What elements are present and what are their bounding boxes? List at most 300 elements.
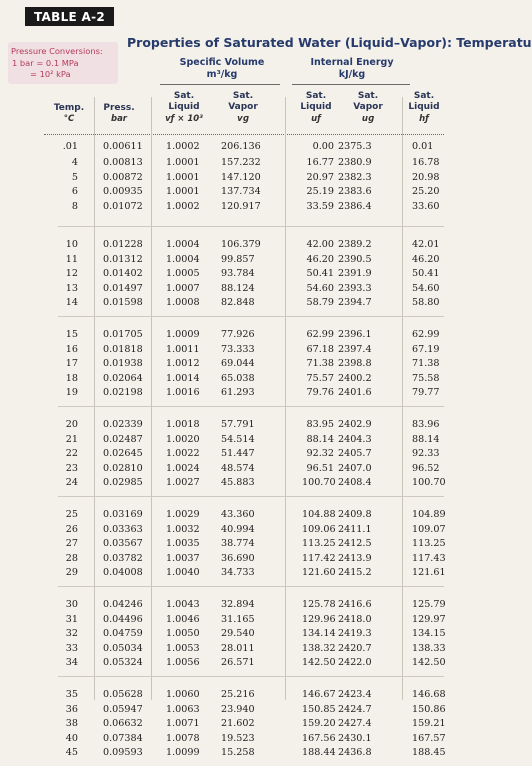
press-cell: 0.00935	[103, 186, 143, 197]
temp-cell: 5	[71, 171, 78, 183]
temp-column-header	[48, 103, 90, 125]
temp-cell: 45	[65, 747, 78, 758]
ug-cell: 2430.1	[338, 732, 372, 744]
hf-cell: 129.97	[412, 613, 446, 625]
uf-cell: 125.78	[302, 599, 336, 610]
ug-cell: 2420.7	[338, 642, 372, 654]
hf-cell: 104.89	[412, 509, 446, 520]
uf-cell: 100.70	[302, 477, 336, 488]
ug-cell: 2400.2	[338, 372, 372, 384]
ug-cell: 2404.3	[338, 433, 372, 445]
hf-cell: 134.15	[412, 628, 446, 639]
vf-cell: 1.0018	[166, 419, 200, 430]
vg-cell: 40.994	[221, 523, 255, 535]
hf-cell: 150.86	[412, 703, 446, 715]
temp-cell: 8	[71, 200, 78, 212]
vg-cell: 57.791	[221, 419, 255, 430]
vg-cell: 93.784	[221, 268, 255, 279]
vg-cell: 157.232	[221, 157, 261, 168]
vg-cell: 23.940	[221, 703, 255, 715]
sat-vapor-volume-label-2: Vapor	[228, 102, 258, 113]
press-cell: 0.03169	[103, 509, 143, 520]
uf-cell: 0.00	[312, 141, 334, 152]
ug-cell: 2413.9	[338, 552, 372, 564]
vf-cell: 1.0029	[166, 509, 200, 520]
ug-cell: 2398.8	[338, 358, 372, 369]
temp-cell: 15	[65, 329, 78, 340]
press-cell: 0.04008	[103, 567, 143, 578]
uf-cell: 138.32	[302, 642, 336, 654]
ug-cell: 2402.9	[338, 419, 372, 430]
vg-cell: 77.926	[221, 329, 255, 340]
sat-liquid-enthalpy-label-2: Liquid	[408, 102, 440, 113]
temp-cell: 36	[65, 703, 78, 715]
sat-vapor-volume-label-1: Sat.	[232, 91, 254, 101]
ug-cell: 2390.5	[338, 253, 372, 265]
row-group	[0, 676, 444, 766]
group-separator	[58, 316, 444, 317]
conversions-line-2: = 10² kPa	[30, 69, 71, 79]
vg-cell: 19.523	[221, 732, 255, 744]
vf-cell: 1.0027	[166, 477, 200, 488]
row-group	[0, 226, 444, 316]
hf-cell: 121.61	[412, 567, 446, 578]
vf-cell: 1.0007	[166, 282, 200, 294]
group-separator	[58, 226, 444, 227]
press-cell: 0.01312	[103, 253, 143, 265]
uf-cell: 20.97	[306, 171, 334, 183]
vf-cell: 1.0035	[166, 538, 200, 549]
vg-cell: 106.379	[221, 239, 261, 250]
uf-cell: 167.56	[302, 732, 336, 744]
vf-cell: 1.0037	[166, 552, 200, 564]
vg-cell: 120.917	[221, 200, 261, 212]
temp-cell: 26	[65, 523, 78, 535]
hf-cell: 96.52	[412, 462, 440, 474]
sat-vapor-volume-symbol: vɡ	[237, 113, 249, 124]
header-bottom-rule	[44, 134, 444, 135]
vg-cell: 51.447	[221, 448, 255, 459]
temp-cell: 34	[65, 657, 78, 668]
vf-cell: 1.0002	[166, 200, 200, 212]
temp-cell: 35	[65, 689, 78, 700]
hf-cell: 71.38	[412, 358, 440, 369]
ug-cell: 2389.2	[338, 239, 372, 250]
vf-cell: 1.0071	[166, 718, 200, 729]
ug-cell: 2436.8	[338, 747, 372, 758]
uf-cell: 146.67	[302, 689, 336, 700]
vf-cell: 1.0020	[166, 433, 200, 445]
uf-cell: 109.06	[302, 523, 336, 535]
hf-cell: 188.45	[412, 747, 446, 758]
vg-cell: 88.124	[221, 282, 255, 294]
uf-cell: 67.18	[306, 343, 334, 355]
press-cell: 0.09593	[103, 747, 143, 758]
vg-cell: 65.038	[221, 372, 255, 384]
group-separator	[58, 676, 444, 677]
vf-cell: 1.0040	[166, 567, 200, 578]
vf-cell: 1.0001	[166, 171, 200, 183]
sat-liquid-energy-symbol: uƒ	[311, 113, 321, 124]
internal-energy-header	[300, 57, 404, 81]
vg-cell: 43.360	[221, 509, 255, 520]
press-cell: 0.01072	[103, 200, 143, 212]
hf-cell: 83.96	[412, 419, 440, 430]
uf-cell: 113.25	[302, 538, 336, 549]
uf-cell: 88.14	[306, 433, 334, 445]
specific-volume-header	[170, 57, 274, 81]
press-cell: 0.03567	[103, 538, 143, 549]
uf-cell: 159.20	[302, 718, 336, 729]
vg-cell: 36.690	[221, 552, 255, 564]
sat-liquid-volume-label-1: Sat.	[173, 91, 195, 101]
press-cell: 0.03782	[103, 552, 143, 564]
ug-cell: 2380.9	[338, 157, 372, 168]
sat-liquid-volume-symbol: vƒ × 10³	[165, 113, 203, 124]
press-cell: 0.04496	[103, 613, 143, 625]
press-cell: 0.05034	[103, 642, 143, 654]
vf-cell: 1.0004	[166, 253, 200, 265]
hf-cell: 42.01	[412, 239, 440, 250]
press-cell: 0.01818	[103, 343, 143, 355]
row-group	[0, 586, 444, 676]
hf-cell: 100.70	[412, 477, 446, 488]
table-row	[0, 387, 444, 405]
press-cell: 0.02198	[103, 387, 143, 398]
ug-cell: 2396.1	[338, 329, 372, 340]
internal-energy-units: kJ/kg	[338, 68, 366, 80]
vf-cell: 1.0001	[166, 157, 200, 168]
ug-cell: 2397.4	[338, 343, 372, 355]
conversions-title: Pressure Conversions:	[11, 46, 103, 56]
vg-cell: 26.571	[221, 657, 255, 668]
vg-cell: 54.514	[221, 433, 255, 445]
temp-cell: 6	[71, 186, 78, 197]
hf-cell: 117.43	[412, 552, 446, 564]
hf-cell: 62.99	[412, 329, 440, 340]
vg-cell: 31.165	[221, 613, 255, 625]
sat-liquid-volume-column-header	[155, 91, 213, 124]
table-title: Properties of Saturated Water (Liquid–Vapor): Temperatu	[127, 35, 532, 50]
vf-cell: 1.0008	[166, 297, 200, 308]
vf-cell: 1.0032	[166, 523, 200, 535]
vf-cell: 1.0099	[166, 747, 200, 758]
press-cell: 0.01598	[103, 297, 143, 308]
ug-cell: 2422.0	[338, 657, 372, 668]
uf-cell: 134.14	[302, 628, 336, 639]
vg-cell: 147.120	[221, 171, 261, 183]
temp-header-units: °C	[63, 114, 75, 125]
hf-cell: 20.98	[412, 171, 440, 183]
vg-cell: 21.602	[221, 718, 255, 729]
vf-cell: 1.0050	[166, 628, 200, 639]
vf-cell: 1.0001	[166, 186, 200, 197]
sat-vapor-energy-label-2: Vapor	[353, 102, 383, 113]
press-cell: 0.04246	[103, 599, 143, 610]
ug-cell: 2386.4	[338, 200, 372, 212]
vf-cell: 1.0046	[166, 613, 200, 625]
temp-cell: 23	[65, 462, 78, 474]
vf-cell: 1.0014	[166, 372, 200, 384]
specific-volume-underline	[160, 84, 280, 85]
temp-cell: 29	[65, 567, 78, 578]
table-row	[0, 141, 444, 155]
vf-cell: 1.0024	[166, 462, 200, 474]
ug-cell: 2408.4	[338, 477, 372, 488]
uf-cell: 58.79	[306, 297, 334, 308]
vg-cell: 45.883	[221, 477, 255, 488]
press-cell: 0.04759	[103, 628, 143, 639]
vg-cell: 48.574	[221, 462, 255, 474]
hf-cell: 109.07	[412, 523, 446, 535]
press-header-units: bar	[110, 114, 127, 125]
data-rows	[0, 154, 444, 766]
group-separator	[58, 496, 444, 497]
vg-cell: 61.293	[221, 387, 255, 398]
ug-cell: 2411.1	[338, 523, 372, 535]
vg-cell: 73.333	[221, 343, 255, 355]
vf-cell: 1.0009	[166, 329, 200, 340]
temp-cell: 21	[65, 433, 78, 445]
ug-cell: 2391.9	[338, 268, 372, 279]
table-row	[0, 477, 444, 495]
hf-cell: 113.25	[412, 538, 446, 549]
vf-cell: 1.0053	[166, 642, 200, 654]
specific-volume-units: m³/kg	[206, 68, 238, 80]
temp-cell: 20	[65, 419, 78, 430]
ug-cell: 2418.0	[338, 613, 372, 625]
hf-cell: 142.50	[412, 657, 446, 668]
vg-cell: 29.540	[221, 628, 255, 639]
internal-energy-underline	[292, 84, 410, 85]
vf-cell: 1.0056	[166, 657, 200, 668]
temp-cell: 18	[65, 372, 78, 384]
temp-cell: 14	[65, 297, 78, 308]
uf-cell: 121.60	[302, 567, 336, 578]
ug-cell: 2393.3	[338, 282, 372, 294]
ug-cell: 2416.6	[338, 599, 372, 610]
vf-cell: 1.0060	[166, 689, 200, 700]
press-cell: 0.01705	[103, 329, 143, 340]
temp-cell: 32	[65, 628, 78, 639]
sat-liquid-enthalpy-symbol: hƒ	[419, 113, 429, 124]
pressure-conversions-note	[8, 42, 118, 84]
temp-cell: 31	[65, 613, 78, 625]
uf-cell: 71.38	[306, 358, 334, 369]
temp-cell: 13	[65, 282, 78, 294]
temp-cell: 30	[65, 599, 78, 610]
temp-cell: 40	[65, 732, 78, 744]
temp-cell: 33	[65, 642, 78, 654]
vg-cell: 28.011	[221, 642, 255, 654]
hf-cell: 75.58	[412, 372, 440, 384]
vf-cell: 1.0005	[166, 268, 200, 279]
vg-cell: 206.136	[221, 141, 261, 152]
vf-cell: 1.0012	[166, 358, 200, 369]
conversions-line-1: 1 bar = 0.1 MPa	[12, 58, 79, 68]
press-cell: 0.00872	[103, 171, 143, 183]
ug-cell: 2423.4	[338, 689, 372, 700]
ug-cell: 2427.4	[338, 718, 372, 729]
temp-cell: 24	[65, 477, 78, 488]
hf-cell: 92.33	[412, 448, 440, 459]
uf-cell: 142.50	[302, 657, 336, 668]
uf-cell: 83.95	[306, 419, 334, 430]
table-row	[0, 567, 444, 585]
vf-cell: 1.0063	[166, 703, 200, 715]
table-row	[0, 297, 444, 315]
vg-cell: 34.733	[221, 567, 255, 578]
uf-cell: 16.77	[306, 157, 334, 168]
ug-cell: 2415.2	[338, 567, 372, 578]
temp-cell: 27	[65, 538, 78, 549]
press-cell: 0.05628	[103, 689, 143, 700]
sat-vapor-energy-symbol: uɡ	[361, 113, 375, 124]
temp-cell: 22	[65, 448, 78, 459]
press-header-label: Press.	[103, 103, 135, 113]
sat-liquid-energy-column-header	[296, 91, 336, 124]
uf-cell: 42.00	[306, 239, 334, 250]
vg-cell: 32.894	[221, 599, 255, 610]
uf-cell: 150.85	[302, 703, 336, 715]
group-separator	[58, 586, 444, 587]
hf-cell: 79.77	[412, 387, 440, 398]
uf-cell: 25.19	[306, 186, 334, 197]
temp-cell: 17	[65, 358, 78, 369]
hf-cell: 46.20	[412, 253, 440, 265]
press-cell: 0.02064	[103, 372, 143, 384]
ug-cell: 2412.5	[338, 538, 372, 549]
uf-cell: 79.76	[306, 387, 334, 398]
table-row	[0, 201, 444, 219]
ug-cell: 2407.0	[338, 462, 372, 474]
table-row	[0, 657, 444, 675]
vg-cell: 38.774	[221, 538, 255, 549]
press-cell: 0.02985	[103, 477, 143, 488]
hf-cell: 125.79	[412, 599, 446, 610]
press-cell: 0.01402	[103, 268, 143, 279]
vg-cell: 69.044	[221, 358, 255, 369]
sat-liquid-enthalpy-column-header	[404, 91, 444, 124]
uf-cell: 50.41	[306, 268, 334, 279]
vf-cell: 1.0002	[166, 141, 200, 152]
hf-cell: 54.60	[412, 282, 440, 294]
uf-cell: 54.60	[306, 282, 334, 294]
hf-cell: 146.68	[412, 689, 446, 700]
sat-liquid-energy-label-1: Sat.	[305, 91, 327, 101]
hf-cell: 33.60	[412, 200, 440, 212]
hf-cell: 0.01	[412, 141, 434, 152]
sat-vapor-energy-column-header	[348, 91, 388, 124]
hf-cell: 67.19	[412, 343, 440, 355]
sat-liquid-volume-label-2: Liquid	[168, 102, 200, 113]
press-cell: 0.03363	[103, 523, 143, 535]
sat-vapor-energy-label-1: Sat.	[357, 91, 379, 101]
temp-cell: 11	[65, 253, 78, 265]
vf-cell: 1.0016	[166, 387, 200, 398]
vg-cell: 137.734	[221, 186, 261, 197]
temp-cell: 10	[65, 239, 78, 250]
internal-energy-label: Internal Energy	[310, 57, 394, 68]
hf-cell: 16.78	[412, 157, 440, 168]
press-cell: 0.02487	[103, 433, 143, 445]
uf-cell: 46.20	[306, 253, 334, 265]
vg-cell: 15.258	[221, 747, 255, 758]
press-cell: 0.02810	[103, 462, 143, 474]
uf-cell: 92.32	[306, 448, 334, 459]
temp-cell: 25	[65, 509, 78, 520]
temp-cell: .01	[62, 141, 78, 152]
row-group	[0, 496, 444, 586]
press-cell: 0.05324	[103, 657, 143, 668]
temp-cell: 12	[65, 268, 78, 279]
ug-cell: 2424.7	[338, 703, 372, 715]
press-cell: 0.01497	[103, 282, 143, 294]
uf-cell: 33.59	[306, 200, 334, 212]
vf-cell: 1.0004	[166, 239, 200, 250]
vg-cell: 25.216	[221, 689, 255, 700]
ug-cell: 2383.6	[338, 186, 372, 197]
uf-cell: 117.42	[302, 552, 336, 564]
press-cell: 0.00813	[103, 157, 143, 168]
row-group	[0, 316, 444, 406]
press-cell: 0.02339	[103, 419, 143, 430]
press-cell: 0.07384	[103, 732, 143, 744]
hf-cell: 88.14	[412, 433, 440, 445]
uf-cell: 96.51	[306, 462, 334, 474]
temp-cell: 38	[65, 718, 78, 729]
vg-cell: 82.848	[221, 297, 255, 308]
press-column-header	[98, 103, 140, 125]
uf-cell: 104.88	[302, 509, 336, 520]
temp-cell: 4	[71, 157, 78, 168]
row-group	[0, 406, 444, 496]
group-separator	[58, 406, 444, 407]
sat-vapor-volume-column-header	[218, 91, 268, 124]
press-cell: 0.06632	[103, 718, 143, 729]
ug-cell: 2419.3	[338, 628, 372, 639]
table-label: TABLE A-2	[25, 7, 114, 26]
press-cell: 0.01228	[103, 239, 143, 250]
ug-cell: 2405.7	[338, 448, 372, 459]
hf-cell: 167.57	[412, 732, 446, 744]
vf-cell: 1.0078	[166, 732, 200, 744]
ug-cell: 2375.3	[338, 141, 372, 152]
hf-cell: 50.41	[412, 268, 440, 279]
temp-cell: 28	[65, 552, 78, 564]
press-cell: 0.01938	[103, 358, 143, 369]
ug-cell: 2394.7	[338, 297, 372, 308]
ug-cell: 2382.3	[338, 171, 372, 183]
hf-cell: 25.20	[412, 186, 440, 197]
vf-cell: 1.0022	[166, 448, 200, 459]
vg-cell: 99.857	[221, 253, 255, 265]
ug-cell: 2409.8	[338, 509, 372, 520]
specific-volume-label: Specific Volume	[179, 57, 265, 68]
table-row	[0, 747, 444, 765]
press-cell: 0.02645	[103, 448, 143, 459]
uf-cell: 75.57	[306, 372, 334, 384]
press-cell: 0.00611	[103, 141, 143, 152]
vf-cell: 1.0011	[166, 343, 200, 355]
vf-cell: 1.0043	[166, 599, 200, 610]
hf-cell: 138.33	[412, 642, 446, 654]
uf-cell: 62.99	[306, 329, 334, 340]
temp-cell: 19	[65, 387, 78, 398]
sat-liquid-energy-label-2: Liquid	[300, 102, 332, 113]
sat-liquid-enthalpy-label-1: Sat.	[413, 91, 435, 101]
hf-cell: 58.80	[412, 297, 440, 308]
